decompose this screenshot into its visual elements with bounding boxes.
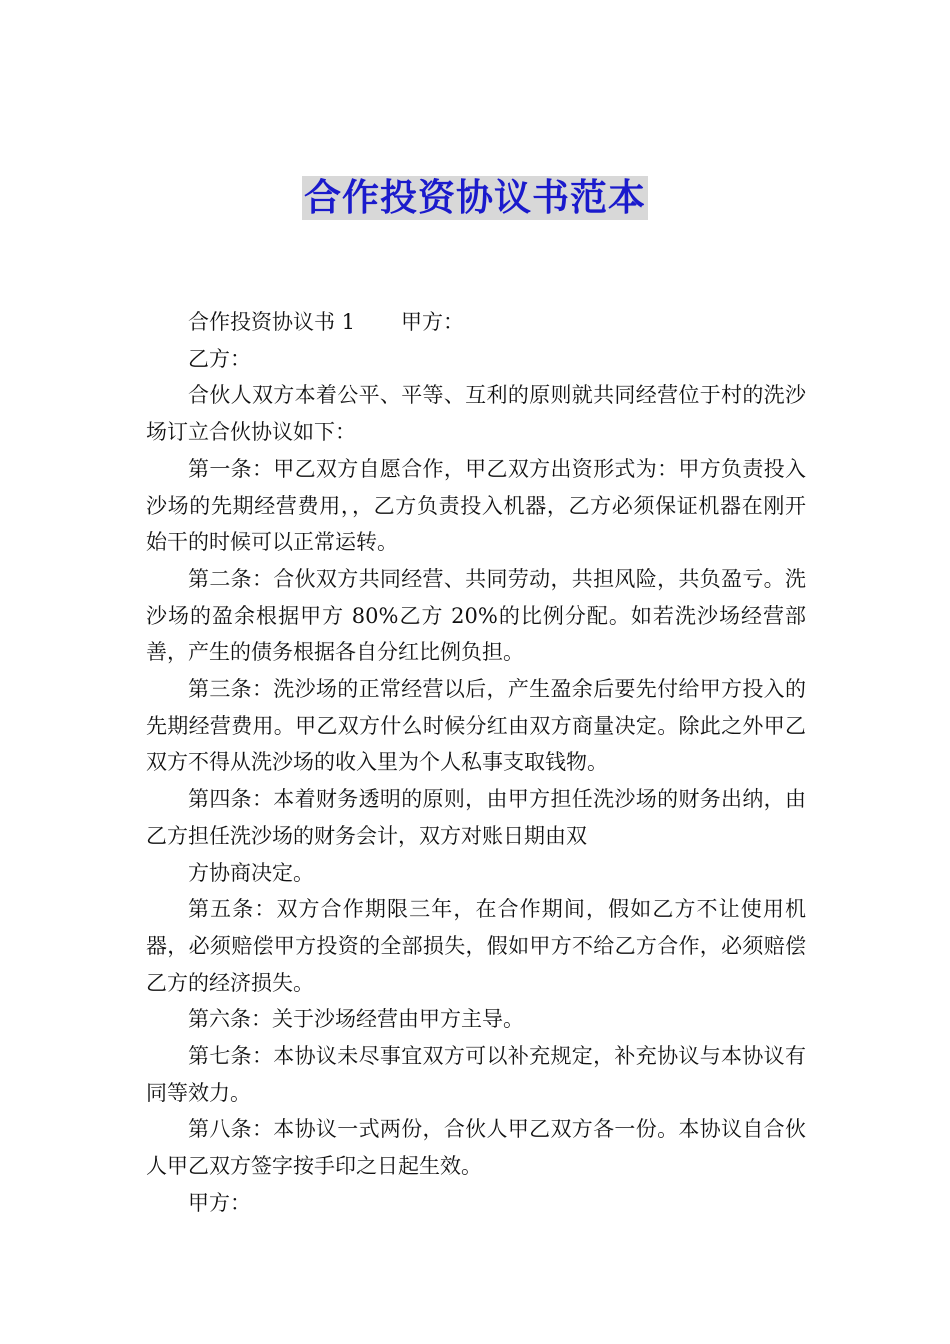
party-b-line: 乙方： xyxy=(188,346,251,371)
title-container xyxy=(0,176,950,220)
agreement-label: 合作投资协议书 1 xyxy=(188,310,356,334)
document-title: 合作投资协议书范本 xyxy=(304,176,646,219)
document-body xyxy=(146,304,806,1222)
heading-line xyxy=(146,304,806,341)
intro-paragraph: 合伙人双方本着公平、平等、互利的原则就共同经营位于村的洗沙场订立合伙协议如下： xyxy=(146,383,806,445)
article-2: 第二条：合伙双方共同经营、共同劳动，共担风险，共负盈亏。洗沙场的盈余根据甲方 80%乙方 20%的比例分配。如若洗沙场经营部善，产生的债务根据各自分红比例负担。 xyxy=(146,566,806,665)
article-8: 第八条：本协议一式两份，合伙人甲乙双方各一份。本协议自合伙人甲乙双方签字按手印之日起生效。 xyxy=(146,1117,806,1179)
article-7: 第七条：本协议未尽事宜双方可以补充规定，补充协议与本协议有同等效力。 xyxy=(146,1044,806,1105)
signature-party-a: 甲方： xyxy=(188,1190,251,1215)
article-6: 第六条：关于沙场经营由甲方主导。 xyxy=(188,1007,524,1032)
article-4-continued: 方协商决定。 xyxy=(188,860,314,885)
article-3: 第三条：洗沙场的正常经营以后，产生盈余后要先付给甲方投入的先期经营费用。甲乙双方什么时候分红由双方商量决定。除此之外甲乙双方不得从洗沙场的收入里为个人私事支取钱物。 xyxy=(146,677,806,775)
article-1: 第一条：甲乙双方自愿合作，甲乙双方出资形式为：甲方负责投入沙场的先期经营费用，，乙方负责投入机器，乙方必须保证机器在刚开始干的时候可以正常运转。 xyxy=(146,456,806,555)
article-4: 第四条：本着财务透明的原则，由甲方担任洗沙场的财务出纳，由乙方担任洗沙场的财务会计，双方对账日期由双 xyxy=(146,787,806,848)
article-5: 第五条：双方合作期限三年，在合作期间，假如乙方不让使用机器，必须赔偿甲方投资的全部损失，假如甲方不给乙方合作，必须赔偿乙方的经济损失。 xyxy=(146,897,806,995)
party-a-label: 甲方： xyxy=(401,310,465,334)
